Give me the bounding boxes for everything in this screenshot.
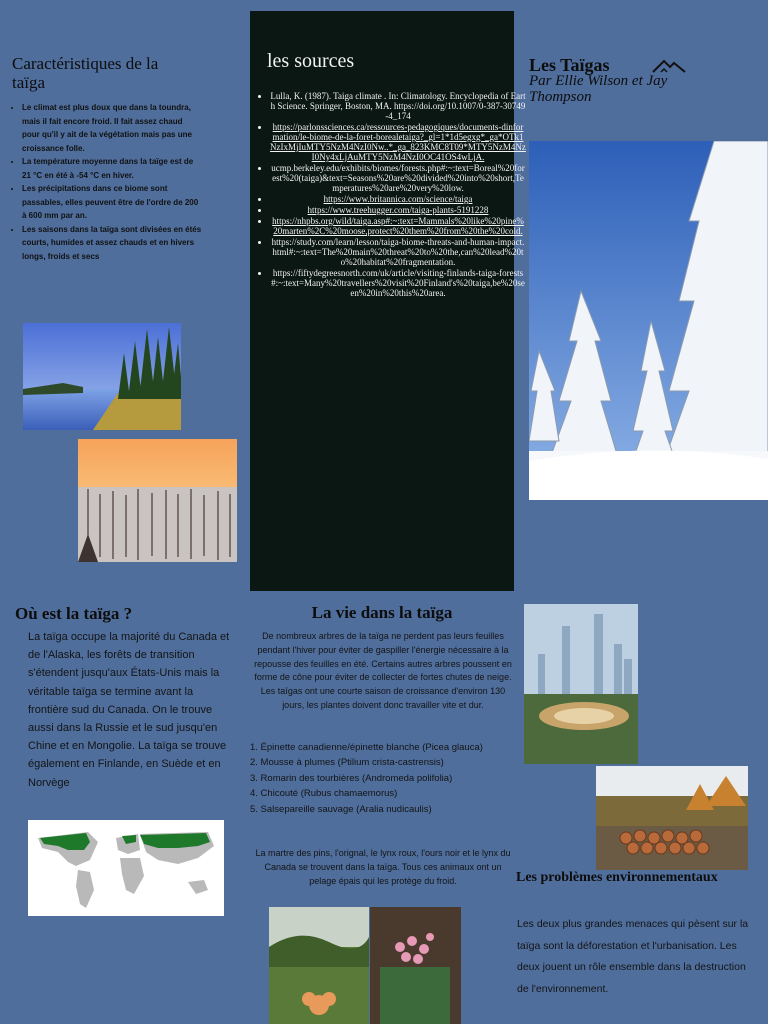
- sunset-snowy-forest-image: [78, 439, 237, 562]
- animals-text: La martre des pins, l'orignal, le lynx roux, l'ours noir et le lynx du Canada se trouvent dans la taïga. Tous ces animaux ont un pelage épais qui les protège du froid.: [255, 848, 511, 886]
- cloudberry-plant-image: [269, 907, 369, 1024]
- life-title: La vie dans la taïga: [311, 603, 453, 622]
- list-item: 5. Salsepareille sauvage (Aralia nudicaulis): [250, 803, 432, 815]
- list-item: • Le climat est plus doux que dans la toundra, mais il fait encore froid. Il fait assez chaud pour qu'il y ait de la végétation mais pas une croissance folle.: [22, 101, 202, 155]
- source-link[interactable]: • https://www.britannica.com/science/taiga: [270, 194, 526, 204]
- list-item: 3. Romarin des tourbières (Andromeda polifolia): [250, 772, 453, 784]
- source-item: • https://fiftydegreesnorth.com/uk/article/visiting-finlands-taiga-forests#:~:text=Many%20travellers%20visit%20Finland's%20taiga,be%20seen%20in%20this%20area.: [270, 268, 526, 298]
- bog-rosemary-image: [370, 907, 461, 1024]
- sources-panel: [250, 11, 526, 591]
- source-link[interactable]: • https://www.treehugger.com/taiga-plants-5191228: [270, 205, 526, 215]
- characteristics-title: Caractéristiques de la taïga: [12, 54, 159, 92]
- life-text: De nombreux arbres de la taïga ne perdent pas leurs feuilles pendant l'hiver pour éviter de gaspiller l'énergie nécessaire à la repousse des feuilles en été. Certains autres arbres poussent en forme de cône pour éviter de collecter de fortes chutes de neige. Les taïgas ont une courte saison de croissance d'environ 130 jours, les plantes doivent donc travailler vite et dur.: [254, 631, 512, 710]
- list-item: 2. Mousse à plumes (Ptilium crista-castrensis): [250, 757, 444, 769]
- source-item: • ucmp.berkeley.edu/exhibits/biomes/forests.php#:~:text=Boreal%20forest%20(taiga)&text=Seasons%20are%20divided%20into%20short,Temperatures%20are%20very%20low.: [270, 163, 526, 193]
- mountain-icon: [652, 58, 686, 74]
- authors: Par Ellie Wilson et Jay Thompson: [529, 73, 668, 105]
- source-link[interactable]: • https://parlonssciences.ca/ressources-pedagogiques/documents-dinformation/le-biome-de-la-foret-borealetaiga?_gl=1*1d5egxg*_ga*OTk1NzIxMjIuMTY5NzM4NzI0Nw..*_ga_823KMC8T09*MTY5NzM4NzI0Ny4xLjAuMTY5NzM4NzI0OC41OS4wLjA.: [270, 122, 526, 162]
- lake-forest-image: [23, 323, 181, 430]
- sources-list: [252, 91, 526, 299]
- list-item: • Les précipitations dans ce biome sont passables, elles peuvent être de l'ordre de 200 à 600 mm par an.: [22, 182, 202, 223]
- where-title: Où est la taïga ?: [15, 604, 133, 623]
- source-link[interactable]: • https://nhpbs.org/wild/taiga.asp#:~:text=Mammals%20like%20pine%20marten%2C%20moose,protect%20them%20from%20the%20cold.: [270, 216, 526, 236]
- snowy-trees-image: [529, 141, 768, 500]
- characteristics-list: [8, 101, 202, 263]
- plants-list: [250, 740, 518, 817]
- list-item: • La température moyenne dans la taïge est de 21 °C en été à -54 °C en hiver.: [22, 155, 202, 182]
- world-map-image: [28, 820, 224, 916]
- environment-text: Les deux plus grandes menaces qui pèsent sur la taïga sont la déforestation et l'urbanisation. Les deux jouent un rôle ensemble dans la destruction de l'environnement.: [517, 918, 749, 995]
- sources-title: les sources: [267, 50, 355, 72]
- where-text: La taïga occupe la majorité du Canada et de l'Alaska, les forêts de transition s'étendent jusqu'aux États-Unis mais la véritable taïga se termine avant la frontière sud du Canada. On le trouve aussi dans la Russie et le sud jusqu'en Chine et en Mongolie. La taïga se trouve également en Finlande, en Suède et en Norvège: [28, 631, 230, 789]
- urban-city-image: [524, 604, 638, 764]
- source-item: • Lulla, K. (1987). Taiga climate . In: Climatology. Encyclopedia of Earth Science. Springer, Boston, MA. https://doi.org/10.1007/0-387-30749-4_174: [270, 91, 526, 121]
- environment-title: Les problèmes environnementaux: [516, 870, 718, 885]
- page-title: Les Taïgas: [529, 55, 610, 75]
- logging-image: [596, 766, 748, 870]
- list-item: • Les saisons dans la taïga sont divisées en étés courts, humides et assez chauds et en hivers longs, froids et secs: [22, 223, 202, 264]
- list-item: 4. Chicouté (Rubus chamaemorus): [250, 788, 398, 800]
- source-item: • https://study.com/learn/lesson/taiga-biome-threats-and-human-impact.html#:~:text=The%20main%20threat%20to%20the,can%20lead%20to%20habitat%20fragmentation.: [270, 237, 526, 267]
- list-item: 1. Épinette canadienne/épinette blanche (Picea glauca): [250, 742, 483, 753]
